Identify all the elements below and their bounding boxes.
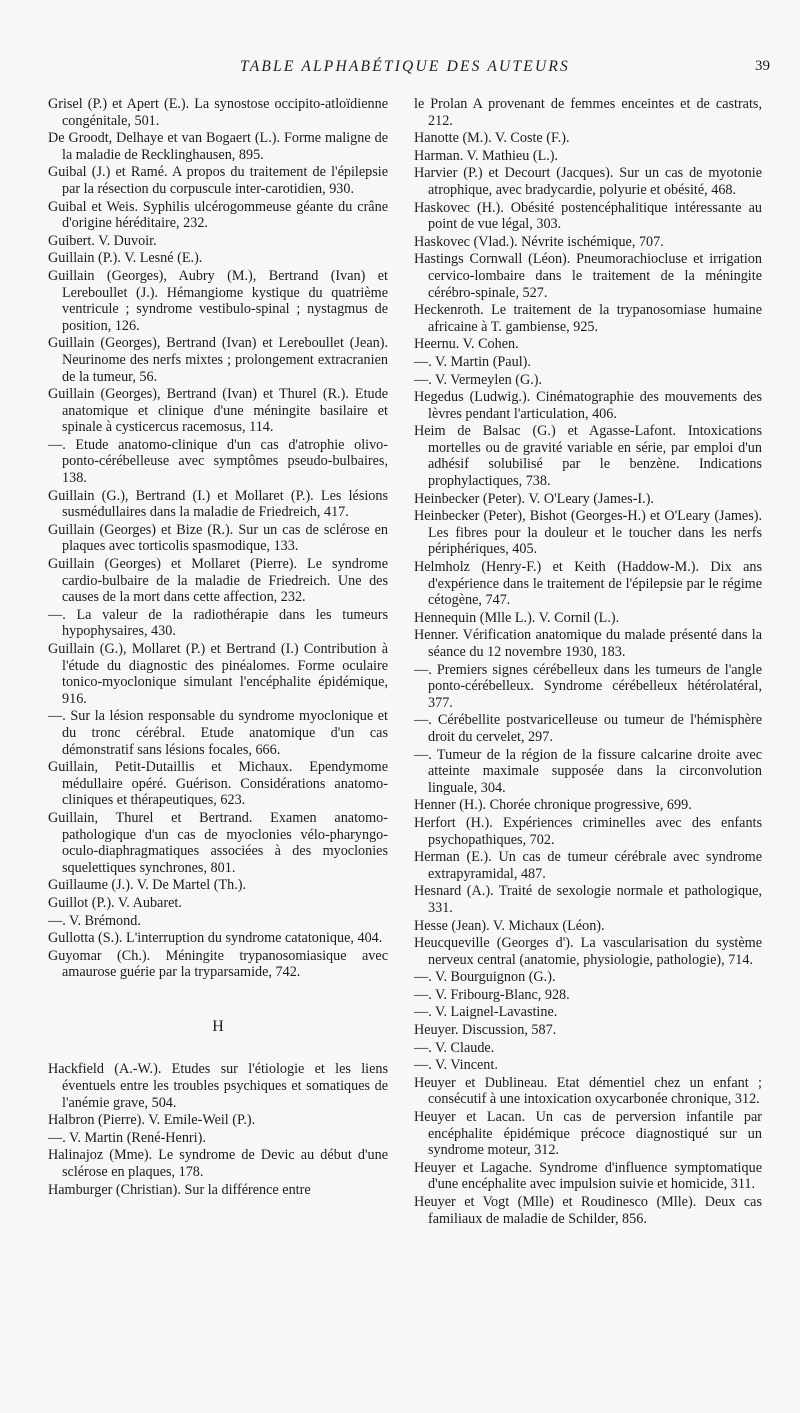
index-entry: Heucqueville (Georges d'). La vascularisation du système nerveux central (anatomie, physiologie, pathologie), 714. (414, 935, 762, 968)
index-entry: —. V. Vermeylen (G.). (414, 371, 543, 388)
index-entry: —. Premiers signes cérébelleux dans les tumeurs de l'angle ponto-cérébelleux. Syndrome cérébelleux hétérolatéral, 377. (414, 661, 762, 711)
index-entry: Heim de Balsac (G.) et Agasse-Lafont. Intoxications mortelles ou de gravité variable en série, par emploi d'un adhésif solubilisé par le benzène. Indications prophylactiques, 738. (414, 423, 762, 490)
index-entry: Heinbecker (Peter), Bishot (Georges-H.) et O'Leary (James). Les fibres pour la douleur et le toucher dans les nerfs périphériques, 405. (414, 508, 762, 558)
index-entry: Heuyer et Vogt (Mlle) et Roudinesco (Mlle). Deux cas familiaux de maladie de Schilder, 856. (414, 1194, 762, 1227)
index-entry: Henner. Vérification anatomique du malade présenté dans la séance du 12 novembre 1930, 183. (414, 627, 762, 660)
index-entry: Guillain (G.), Bertrand (I.) et Mollaret (P.). Les lésions susmédullaires dans la maladie de Friedreich, 417. (48, 487, 388, 521)
index-entry: Heuyer. Discussion, 587. (414, 1022, 557, 1039)
index-entry: —. Tumeur de la région de la fissure calcarine droite avec atteinte maximale supposée dans la circonvolution linguale, 304. (414, 746, 762, 796)
index-entry: Guibal et Weis. Syphilis ulcérogommeuse géante du crâne d'origine héréditaire, 232. (48, 198, 388, 232)
index-entry: Guillot (P.). V. Aubaret. (48, 894, 182, 911)
index-entry: Hanotte (M.). V. Coste (F.). (414, 130, 570, 147)
index-entry: Guillain (Georges) et Bize (R.). Sur un cas de sclérose en plaques avec torticolis spasmodique, 133. (48, 521, 388, 555)
index-entry: Heernu. V. Cohen. (414, 336, 519, 353)
index-entry: —. V. Brémond. (48, 912, 141, 929)
index-entry: Haskovec (Vlad.). Névrite ischémique, 707. (414, 233, 664, 250)
index-entry: Heinbecker (Peter). V. O'Leary (James-I.). (414, 490, 654, 507)
index-entry: Heuyer et Lacan. Un cas de perversion infantile par encéphalite épidémique précoce diagnostiqué sur un syndrome moteur, 312. (414, 1109, 762, 1159)
index-entry: —. Etude anatomo-clinique d'un cas d'atrophie olivo-ponto-cérébelleuse avec symptômes pseudo-bulbaires, 138. (48, 436, 388, 487)
index-entry: Harman. V. Mathieu (L.). (414, 147, 559, 164)
index-entry: —. V. Claude. (414, 1039, 495, 1056)
index-entry: Henner (H.). Chorée chronique progressive, 699. (414, 797, 692, 814)
section-letter: H (212, 1017, 224, 1035)
index-entry: Haskovec (H.). Obésité postencéphalitique intéressante au point de vue légal, 303. (414, 199, 762, 233)
index-entry: —. V. Fribourg-Blanc, 928. (414, 986, 570, 1003)
index-entry: —. V. Laignel-Lavastine. (414, 1004, 558, 1021)
index-entry: Grisel (P.) et Apert (E.). La synostose occipito-atloïdienne congénitale, 501. (48, 96, 388, 129)
index-entry: Helmholz (Henry-F.) et Keith (Haddow-M.). Dix ans d'expérience dans le traitement de l'épilepsie par le régime cétogène, 747. (414, 559, 762, 609)
index-entry: Guillaume (J.). V. De Martel (Th.). (48, 877, 247, 894)
index-entry: —. La valeur de la radiothérapie dans les tumeurs hypophysaires, 430. (48, 606, 388, 640)
page-header (40, 58, 770, 80)
index-entry: Hackfield (A.-W.). Etudes sur l'étiologie et les liens éventuels entre les troubles psychiques et somatiques de l'anémie grave, 504. (48, 1061, 388, 1111)
index-entry: —. V. Martin (René-Henri). (48, 1129, 206, 1146)
index-entry: Guillain (G.), Mollaret (P.) et Bertrand (I.) Contribution à l'étude du diagnostic des pinéalomes. Forme oculaire tonico-myoclonique simulant l'encéphalite épidémique, 916. (48, 641, 388, 707)
right-column (414, 96, 762, 1228)
index-entry: Guillain (Georges) et Mollaret (Pierre). Le syndrome cardio-bulbaire de la maladie de Friedreich. Une des causes de la mort dans cette affection, 232. (48, 556, 388, 606)
index-entry: Guibert. V. Duvoir. (48, 232, 157, 249)
index-entry: Hastings Cornwall (Léon). Pneumorachiocluse et irrigation cervico-lombaire dans le traitement de la méningite cérébro-spinale, 527. (414, 251, 762, 301)
left-column (48, 96, 388, 1199)
index-entry: —. V. Vincent. (414, 1057, 498, 1074)
index-entry: —. Sur la lésion responsable du syndrome myoclonique et du tronc cérébral. Etude anatomique d'un cas démonstratif sans lésions focales, 666. (48, 708, 388, 758)
page-number: 39 (755, 58, 770, 74)
index-entry: De Groodt, Delhaye et van Bogaert (L.). Forme maligne de la maladie de Recklinghausen, 895. (48, 130, 388, 163)
index-entry: Guillain (Georges), Aubry (M.), Bertrand (Ivan) et Lereboullet (J.). Hémangiome kystique du quatrième ventricule ; syndrome vestibulo-spinal ; nystagmus de position, 126. (48, 267, 388, 334)
index-entry: Hennequin (Mlle L.). V. Cornil (L.). (414, 609, 620, 626)
index-entry: Hegedus (Ludwig.). Cinématographie des mouvements des lèvres pendant l'articulation, 406. (414, 389, 762, 422)
index-entry: Harvier (P.) et Decourt (Jacques). Sur un cas de myotonie atrophique, avec bradycardie, polyurie et obésité, 468. (414, 165, 762, 198)
index-entry: —. V. Bourguignon (G.). (414, 969, 556, 986)
index-entry: —. V. Martin (Paul). (414, 353, 531, 370)
index-entry: le Prolan A provenant de femmes enceintes et de castrats, 212. (414, 96, 762, 129)
index-entry: Heckenroth. Le traitement de la trypanosomiase humaine africaine à T. gambiense, 925. (414, 302, 762, 335)
index-entry: Hesse (Jean). V. Michaux (Léon). (414, 917, 605, 934)
index-entry: Halinajoz (Mme). Le syndrome de Devic au début d'une sclérose en plaques, 178. (48, 1147, 388, 1181)
index-entry: Heuyer et Dublineau. Etat démentiel chez un enfant ; consécutif à une intoxication oxycarbonée chronique, 312. (414, 1074, 762, 1108)
index-entry: Guillain (Georges), Bertrand (Ivan) et Lereboullet (Jean). Neurinome des nerfs mixtes ; prolongement extracranien de la tumeur, 56. (48, 335, 388, 385)
index-entry: Herman (E.). Un cas de tumeur cérébrale avec syndrome extrapyramidal, 487. (414, 849, 762, 882)
index-entry: Guillain, Thurel et Bertrand. Examen anatomo-pathologique d'un cas de myoclonies vélo-pharyngo-oculo-diaphragmatiques associées à des myoclonies squelettiques synchrones, 801. (48, 809, 388, 876)
index-entry: Guillain (P.). V. Lesné (E.). (48, 250, 203, 267)
running-title: TABLE ALPHABÉTIQUE DES AUTEURS (240, 58, 570, 75)
index-entry: Hamburger (Christian). Sur la différence entre (48, 1181, 311, 1198)
index-entry: Heuyer et Lagache. Syndrome d'influence symptomatique d'une encéphalite avec impulsion suivie et homicide, 311. (414, 1159, 762, 1193)
index-entry: Guillain (Georges), Bertrand (Ivan) et Thurel (R.). Etude anatomique et clinique d'une méningite basilaire et spinale à cysticercus racemosus, 114. (48, 386, 388, 436)
index-entry: —. Cérébellite postvaricelleuse ou tumeur de l'hémisphère droit du cervelet, 297. (414, 712, 762, 745)
index-entry: Guyomar (Ch.). Méningite trypanosomiasique avec amaurose guérie par la tryparsamide, 742. (48, 947, 388, 981)
index-entry: Guillain, Petit-Dutaillis et Michaux. Ependymome médullaire opéré. Guérison. Considérations anatomo-cliniques et thérapeutiques, 623. (48, 759, 388, 809)
index-entry: Halbron (Pierre). V. Emile-Weil (P.). (48, 1112, 256, 1129)
index-entry: Hesnard (A.). Traité de sexologie normale et pathologique, 331. (414, 883, 762, 916)
index-entry: Gullotta (S.). L'interruption du syndrome catatonique, 404. (48, 930, 383, 947)
index-entry: Guibal (J.) et Ramé. A propos du traitement de l'épilepsie par la résection du corpuscule inter-carotidien, 930. (48, 164, 388, 197)
index-entry: Herfort (H.). Expériences criminelles avec des enfants psychopathiques, 702. (414, 814, 762, 848)
